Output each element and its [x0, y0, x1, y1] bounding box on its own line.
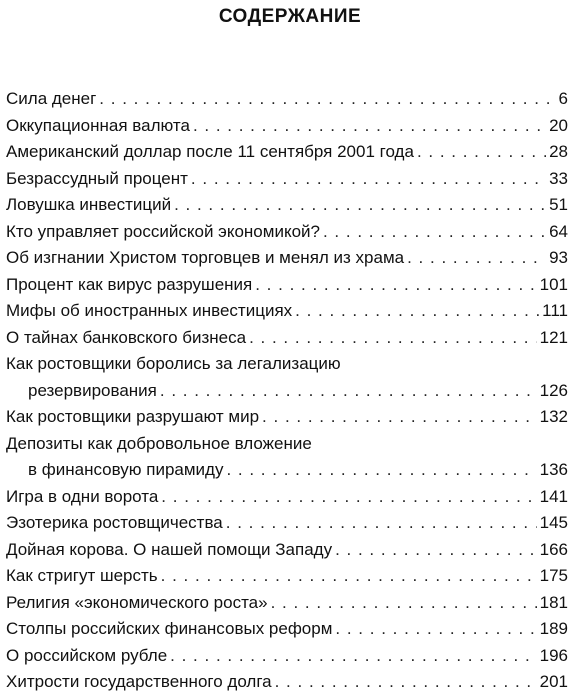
dot-leader: [193, 113, 546, 140]
toc-entry-line: [6, 245, 568, 272]
toc-entry: [6, 643, 568, 670]
dot-leader: [295, 298, 539, 325]
toc-entry-title: Как ростовщики разрушают мир: [6, 407, 260, 426]
toc-entry-line: [6, 272, 568, 299]
toc-page-number: 136: [539, 460, 568, 479]
dot-leader: [262, 404, 537, 431]
dot-leader: [417, 139, 546, 166]
dot-leader: [99, 86, 555, 113]
toc-entry-title: Сила денег: [6, 89, 97, 108]
toc-page-number: 33: [549, 168, 568, 188]
page-title: СОДЕРЖАНИЕ: [218, 6, 362, 27]
toc-entry: [6, 113, 568, 140]
toc-page-number: 166: [539, 539, 568, 559]
toc-entry: [6, 166, 568, 193]
toc-page-number: 51: [549, 195, 568, 214]
dot-leader: [191, 166, 546, 193]
toc-entry-line: [6, 139, 568, 166]
toc-entry: [6, 139, 568, 166]
toc-entry-line: [6, 643, 568, 670]
table-of-contents: [6, 86, 568, 696]
dot-leader: [249, 325, 537, 352]
toc-entry-title: Как ростовщики боролись за легализацию: [6, 354, 341, 373]
toc-page-number: 181: [539, 592, 568, 612]
dot-leader: [226, 457, 536, 484]
toc-entry-title: Как стригут шерсть: [6, 566, 158, 585]
toc-entry-line: [6, 669, 568, 696]
toc-entry-line: [6, 86, 568, 113]
toc-entry-line: [6, 351, 568, 378]
toc-entry-title: Религия «экономического роста»: [6, 592, 268, 612]
toc-entry-line: [6, 616, 568, 643]
toc-page-number: 111: [542, 301, 568, 320]
toc-entry: [6, 192, 568, 219]
toc-entry-title: О тайнах банковского бизнеса: [6, 327, 247, 347]
toc-entry-line: [6, 166, 568, 193]
toc-entry-continuation: [6, 378, 568, 405]
toc-entry-line: [6, 298, 568, 325]
toc-page-number: 64: [549, 221, 568, 241]
toc-entry-title: Дойная корова. О нашей помощи Западу: [6, 539, 333, 559]
toc-page-number: 20: [549, 115, 568, 135]
toc-entry: [6, 86, 568, 113]
toc-entry-title: Столпы российских финансовых реформ: [6, 619, 333, 638]
dot-leader: [160, 378, 537, 405]
toc-page-number: 28: [549, 142, 568, 161]
toc-page-number: 6: [558, 89, 568, 108]
dot-leader: [174, 192, 546, 219]
toc-entry-line: [6, 563, 568, 590]
toc-page-number: 196: [539, 645, 568, 665]
toc-entry: [6, 510, 568, 537]
toc-page-number: 121: [539, 327, 568, 347]
toc-entry-title: Кто управляет российской экономикой?: [6, 221, 320, 241]
toc-page-number: 141: [539, 486, 568, 506]
toc-entry-title: О российском рубле: [6, 645, 168, 665]
toc-entry: [6, 537, 568, 564]
toc-entry-line: [6, 113, 568, 140]
toc-entry: [6, 325, 568, 352]
toc-entry: [6, 563, 568, 590]
toc-entry: [6, 431, 568, 484]
toc-page-number: 132: [539, 407, 568, 426]
dot-leader: [335, 537, 537, 564]
toc-entry-title: Мифы об иностранных инвестициях: [6, 301, 293, 320]
dot-leader: [226, 510, 537, 537]
dot-leader: [323, 219, 546, 246]
toc-entry-title: в финансовую пирамиду: [28, 460, 224, 479]
toc-entry-title: резервирования: [28, 380, 157, 400]
toc-entry-line: [6, 484, 568, 511]
toc-entry: [6, 245, 568, 272]
toc-entry: [6, 404, 568, 431]
toc-entry-line: [6, 510, 568, 537]
dot-leader: [170, 643, 536, 670]
toc-entry-title: Об изгнании Христом торговцев и менял из храма: [6, 248, 405, 267]
toc-entry-title: Процент как вирус разрушения: [6, 274, 253, 294]
toc-entry: [6, 590, 568, 617]
toc-page-number: 145: [539, 513, 568, 532]
dot-leader: [255, 272, 536, 299]
toc-entry-line: [6, 431, 568, 458]
toc-entry: [6, 669, 568, 696]
dot-leader: [335, 616, 536, 643]
toc-entry: [6, 219, 568, 246]
toc-entry-title: Эзотерика ростовщичества: [6, 513, 223, 532]
toc-entry-title: Игра в одни ворота: [6, 486, 159, 506]
toc-page-number: 93: [549, 248, 568, 267]
toc-entry-title: Оккупационная валюта: [6, 115, 190, 135]
toc-entry-title: Депозиты как добровольное вложение: [6, 433, 312, 453]
toc-entry-line: [6, 192, 568, 219]
toc-entry: [6, 298, 568, 325]
toc-entry-continuation: [6, 457, 568, 484]
toc-entry: [6, 272, 568, 299]
toc-page-number: 175: [539, 566, 568, 585]
dot-leader: [407, 245, 546, 272]
dot-leader: [275, 669, 537, 696]
dot-leader: [271, 590, 537, 617]
toc-entry: [6, 484, 568, 511]
toc-entry: [6, 351, 568, 404]
toc-entry-title: Американский доллар после 11 сентября 2001 года: [6, 142, 414, 161]
toc-entry-title: Ловушка инвестиций: [6, 195, 172, 214]
toc-entry-title: Безрассудный процент: [6, 168, 188, 188]
toc-entry-line: [6, 590, 568, 617]
dot-leader: [161, 484, 536, 511]
toc-page-number: 126: [539, 380, 568, 400]
toc-entry-title: Хитрости государственного долга: [6, 672, 272, 691]
toc-page-number: 189: [539, 619, 568, 638]
dot-leader: [161, 563, 537, 590]
toc-entry-line: [6, 537, 568, 564]
toc-entry-line: [6, 404, 568, 431]
toc-page-number: 101: [539, 274, 568, 294]
toc-entry-line: [6, 219, 568, 246]
toc-entry-line: [6, 325, 568, 352]
toc-page-number: 201: [539, 672, 568, 691]
toc-entry: [6, 616, 568, 643]
